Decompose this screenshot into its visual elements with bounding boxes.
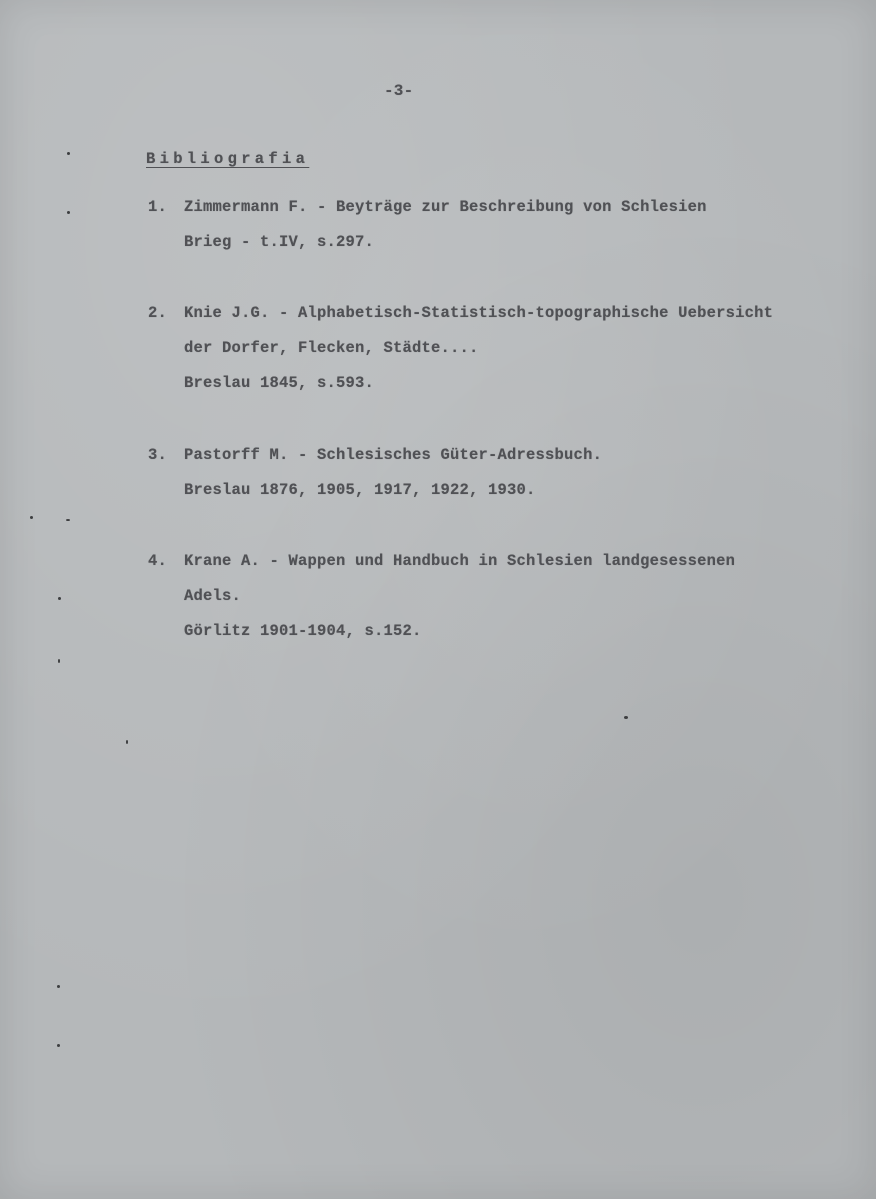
paper-speck	[66, 519, 70, 521]
paper-speck	[67, 152, 70, 155]
paper-speck	[57, 985, 60, 988]
paper-speck	[58, 597, 61, 600]
paper-speck	[57, 1044, 60, 1047]
entry-4-number: 4.	[148, 552, 168, 570]
entry-2-line-3: Breslau 1845, s.593.	[184, 374, 375, 392]
entry-2-line-2: der Dorfer, Flecken, Städte....	[184, 339, 479, 357]
entry-2-number: 2.	[148, 304, 168, 322]
paper-speck	[126, 740, 128, 744]
paper-speck	[624, 716, 628, 719]
page-number: -3-	[384, 82, 414, 100]
entry-3-line-2: Breslau 1876, 1905, 1917, 1922, 1930.	[184, 481, 536, 499]
paper-speck	[58, 659, 60, 663]
entry-1-line-1: Zimmermann F. - Beyträge zur Beschreibung von Schlesien	[184, 198, 707, 216]
entry-2-line-1: Knie J.G. - Alphabetisch-Statistisch-topographische Uebersicht	[184, 304, 774, 322]
entry-3-line-1: Pastorff M. - Schlesisches Güter-Adressbuch.	[184, 446, 603, 464]
entry-4-line-2: Adels.	[184, 587, 242, 605]
entry-1-line-2: Brieg - t.IV, s.297.	[184, 233, 375, 251]
paper-speck	[30, 516, 33, 519]
entry-3-number: 3.	[148, 446, 168, 464]
entry-4-line-3: Görlitz 1901-1904, s.152.	[184, 622, 422, 640]
entry-1-number: 1.	[148, 198, 168, 216]
paper-speck	[67, 211, 70, 214]
bibliography-heading: Bibliografia	[146, 150, 310, 168]
entry-4-line-1: Krane A. - Wappen und Handbuch in Schlesien landgesessenen	[184, 552, 736, 570]
